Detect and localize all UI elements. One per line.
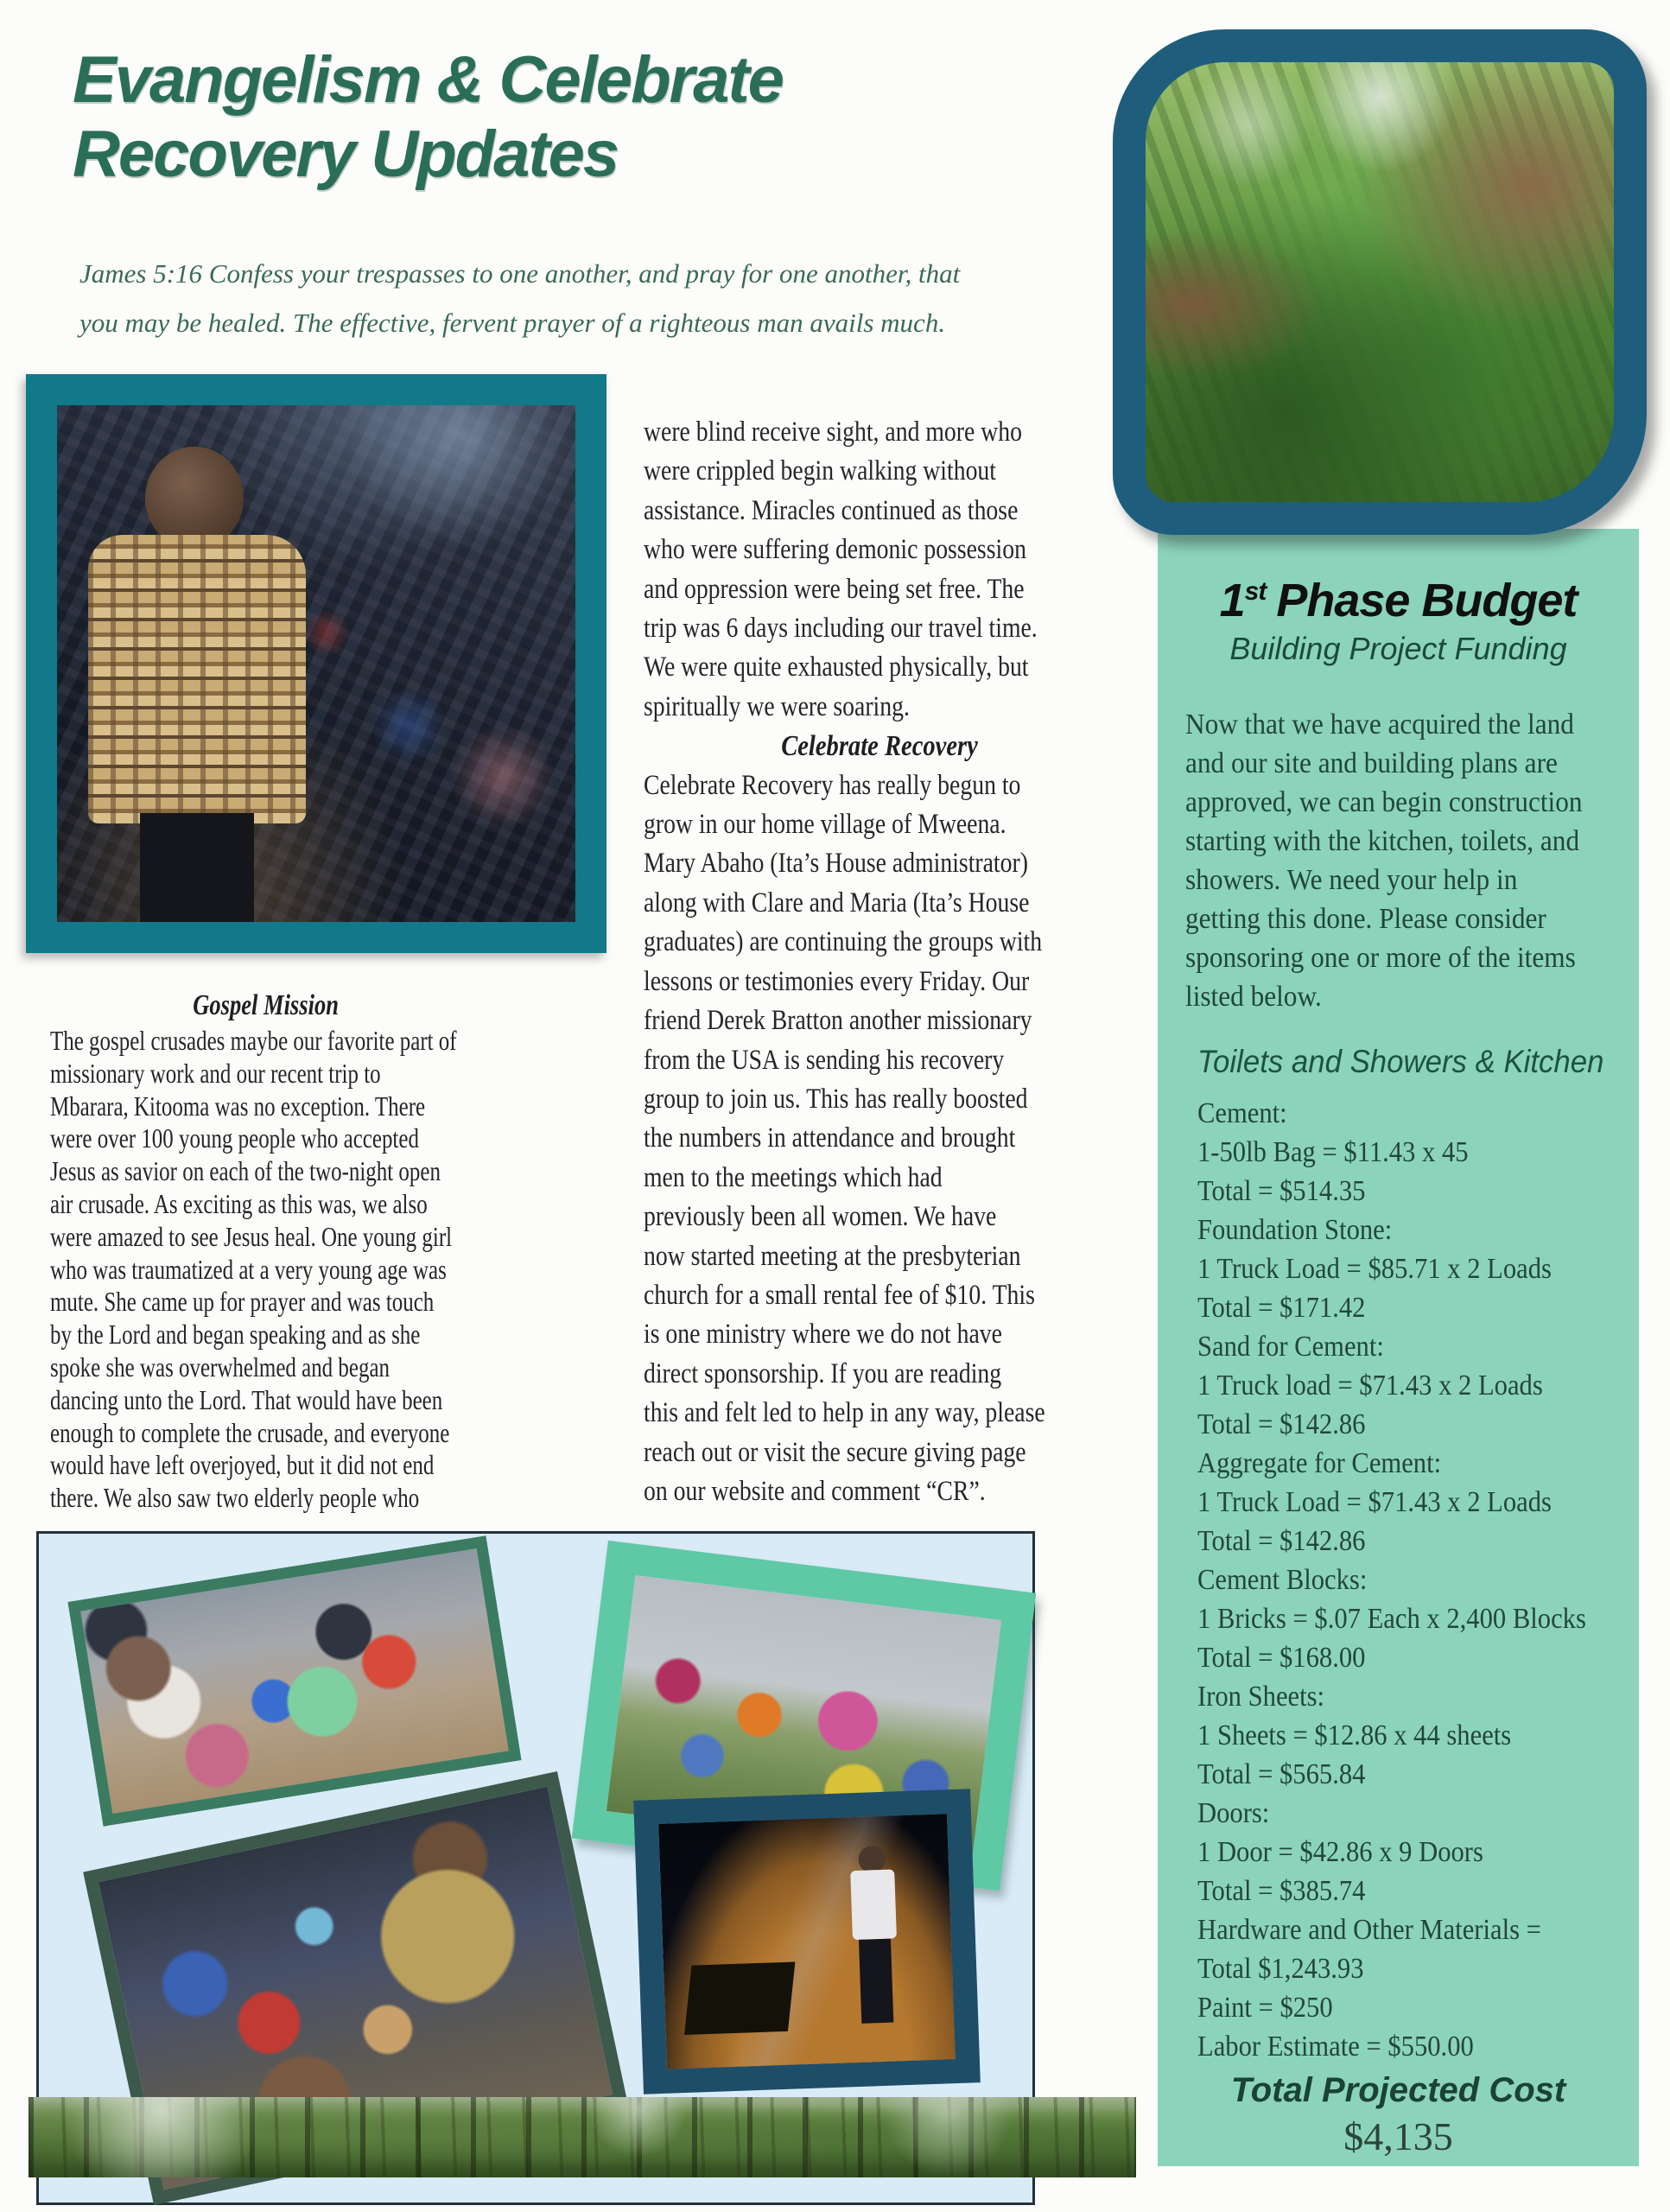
sidebar-total-label: Total Projected Cost [1230,2071,1566,2109]
text-line: 1-50lb Bag = $11.43 x 45 [1197,1136,1469,1168]
text-line: Iron Sheets: [1197,1681,1325,1713]
text-line: who was traumatized at a very young age was [50,1253,447,1285]
text-line: We were quite exhausted physically, but [644,652,1029,683]
page-title-line-2: Recovery Updates [73,118,619,191]
text-line: graduates) are continuing the groups with [644,926,1043,958]
sidebar-title-text: Phase Budget [1276,575,1578,626]
text-line: listed below. [1185,981,1322,1013]
text-line: Hardware and Other Materials = [1197,1914,1541,1946]
text-line: assistance. Miracles continued as those [644,494,1019,526]
gospel-mission-column [50,987,481,1515]
night-stage-preaching-photo [633,1789,981,2094]
text-line: The gospel crusades maybe our favorite part of [50,1025,457,1056]
stage-preacher-head-figure [859,1846,886,1873]
text-line: Celebrate Recovery has really begun to [644,769,1021,801]
text-line: sponsoring one or more of the items [1185,942,1576,974]
text-line: 1 Truck Load = $85.71 x 2 Loads [1197,1253,1552,1285]
text-line: Total = $171.42 [1197,1292,1366,1324]
text-line: previously been all women. We have [644,1201,997,1233]
text-line: Cement: [1197,1097,1287,1129]
stage-preacher-legs-figure [859,1939,893,2024]
text-line: 1 Sheets = $12.86 x 44 sheets [1197,1719,1512,1751]
sidebar-title-ordinal: st [1244,577,1267,606]
stage-speaker-box-figure [684,1961,796,2034]
text-line: church for a small rental fee of $10. This [644,1279,1035,1311]
text-line: Labor Estimate = $550.00 [1197,2031,1474,2063]
text-line: men to the meetings which had [644,1161,943,1193]
text-line: Doors: [1197,1797,1270,1829]
building-site-land-photo [1113,29,1647,535]
text-line: and our site and building plans are [1185,747,1558,779]
text-line: Foundation Stone: [1197,1214,1393,1246]
text-line: Now that we have acquired the land [1185,709,1574,741]
scripture-line-1: James 5:16 Confess your trespasses to one another, and pray for one another, that [79,258,961,289]
text-line: 1 Truck Load = $71.43 x 2 Loads [1197,1486,1552,1518]
text-line: Total = $142.86 [1197,1408,1366,1440]
sidebar-title [1158,574,1639,627]
text-line: would have left overjoyed, but it did not end [50,1449,435,1481]
page-title-line-1: Evangelism & Celebrate [73,43,783,117]
text-line: Jesus as savior on each of the two-night open [50,1155,441,1187]
text-line: Paint = $250 [1197,1992,1333,2024]
text-line: spiritually we were soaring. [644,690,910,722]
text-line: Total = $565.84 [1197,1758,1366,1790]
text-line: Total = $385.74 [1197,1875,1366,1907]
text-line: showers. We need your help in [1185,864,1518,896]
text-line: Total = $168.00 [1197,1642,1366,1674]
text-line: grow in our home village of Mweena. [644,809,1006,841]
text-line: group to join us. This has really boosted [644,1083,1028,1115]
forest-panorama-photo [29,2097,1136,2177]
text-line: and oppression were being set free. The [644,573,1025,605]
budget-sidebar [1158,529,1639,2166]
text-line: starting with the kitchen, toilets, and [1185,825,1580,857]
text-line: is one ministry where we do not have [644,1319,1002,1351]
text-line: 1 Bricks = $.07 Each x 2,400 Blocks [1197,1603,1586,1635]
text-line: direct sponsorship. If you are reading [644,1357,1002,1389]
text-line: mute. She came up for prayer and was touch [50,1286,435,1318]
text-line: Total = $142.86 [1197,1525,1366,1557]
text-line: getting this done. Please consider [1185,903,1546,935]
sidebar-title-number: 1 [1219,575,1245,626]
text-line: trip was 6 days including our travel time. [644,613,1038,645]
text-line: were amazed to see Jesus heal. One young girl [50,1220,453,1252]
text-line: missionary work and our recent trip to [50,1057,381,1089]
text-line: were crippled begin walking without [644,455,996,487]
text-line: there. We also saw two elderly people who [50,1482,420,1514]
text-line: on our website and comment “CR”. [644,1475,986,1507]
sidebar-list-heading: Toilets and Showers & Kitchen [1197,1044,1604,1079]
text-line: by the Lord and began speaking and as she [50,1319,421,1351]
text-line: reach out or visit the secure giving page [644,1436,1026,1468]
crusade-night-photo [26,374,606,953]
gospel-mission-paragraph [50,1025,481,1515]
sidebar-total-value: $4,135 [1343,2114,1453,2158]
text-line: from the USA is sending his recovery [644,1044,1005,1076]
text-line: Total $1,243.93 [1197,1953,1364,1985]
text-line: were blind receive sight, and more who [644,416,1022,448]
preacher-legs-figure [140,813,254,922]
stage-preacher-shirt-figure [851,1870,897,1940]
crusade-paragraph [644,413,1115,727]
sidebar-subtitle: Building Project Funding [1229,631,1567,666]
sidebar-budget-items [1197,1094,1633,2066]
text-line: spoke she was overwhelmed and began [50,1351,390,1382]
page-title [73,43,783,192]
celebrate-recovery-heading: Celebrate Recovery [781,730,978,763]
text-line: this and felt led to help in any way, please [644,1397,1045,1429]
text-line: Mbarara, Kitooma was no exception. There [50,1090,426,1122]
text-line: Total = $514.35 [1197,1175,1366,1207]
sidebar-intro-paragraph [1185,705,1630,1016]
text-line: air crusade. As exciting as this was, we also [50,1187,428,1219]
text-line: the numbers in attendance and brought [644,1122,1016,1154]
text-line: approved, we can begin construction [1185,786,1583,818]
scripture-line-2: you may be healed. The effective, fervent prayer of a righteous man avails much. [79,308,946,338]
gospel-mission-heading: Gospel Mission [193,989,339,1021]
text-line: were over 100 young people who accepted [50,1122,419,1154]
middle-text-column [644,413,1115,1511]
text-line: enough to complete the crusade, and everyone [50,1416,450,1448]
text-line: Sand for Cement: [1197,1331,1384,1363]
text-line: Mary Abaho (Ita’s House administrator) [644,848,1028,880]
text-line: who were suffering demonic possession [644,534,1026,566]
text-line: along with Clare and Maria (Ita’s House [644,887,1030,918]
scripture-quote [79,249,960,347]
text-line: now started meeting at the presbyterian [644,1240,1021,1272]
text-line: Cement Blocks: [1197,1564,1368,1596]
text-line: lessons or testimonies every Friday. Our [644,965,1030,997]
text-line: 1 Truck load = $71.43 x 2 Loads [1197,1370,1543,1402]
celebrate-recovery-paragraph [644,766,1115,1512]
text-line: Aggregate for Cement: [1197,1447,1442,1479]
crusade-crowd-scene [57,405,575,922]
text-line: friend Derek Bratton another missionary [644,1005,1032,1037]
preacher-patterned-shirt-figure [88,535,306,824]
text-line: dancing unto the Lord. That would have been [50,1383,443,1415]
text-line: 1 Door = $42.86 x 9 Doors [1197,1836,1483,1868]
